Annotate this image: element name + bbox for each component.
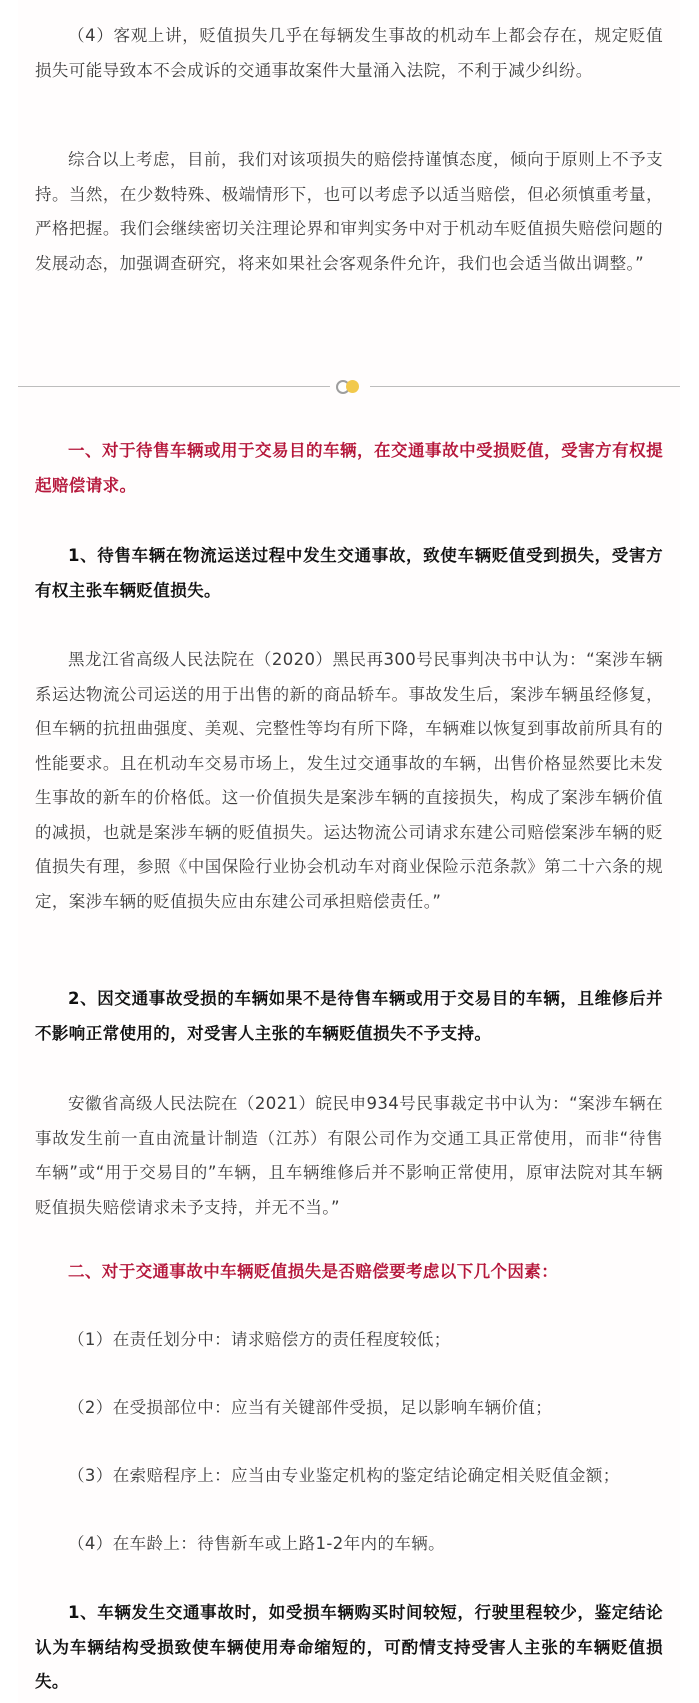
paragraph-anhui-case: 安徽省高级人民法院在（2021）皖民申934号民事裁定书中认为：“案涉车辆在事故发生前一直由流量计制造（江苏）有限公司作为交通工具正常使用，而非“待售车辆”或“用于交易目的”车辆，且车辆维修后并不影响正常使用，原审法院对其车辆贬值损失赔偿请求未予支持，并无不当。” xyxy=(35,1094,663,1217)
paragraph-objective-reason: （4）客观上讲，贬值损失几乎在每辆发生事故的机动车上都会存在，规定贬值损失可能导致本不会成诉的交通事故案件大量涌入法院，不利于减少纠纷。 xyxy=(35,26,663,80)
divider-line-right xyxy=(370,386,680,387)
heading-section-two: 二、对于交通事故中车辆贬值损失是否赔偿要考虑以下几个因素： xyxy=(68,1262,559,1281)
factor-liability: （1）在责任划分中：请求赔偿方的责任程度较低； xyxy=(68,1330,451,1349)
subheading-factor-point-one: 1、车辆发生交通事故时，如受损车辆购买时间较短，行驶里程较少，鉴定结论认为车辆结构受损致使车辆使用寿命缩短的，可酌情支持受害人主张的车辆贬值损失。 xyxy=(35,1603,663,1691)
subheading-point-one: 1、待售车辆在物流运送过程中发生交通事故，致使车辆贬值受到损失，受害方有权主张车辆贬值损失。 xyxy=(35,546,663,600)
article-body xyxy=(18,0,680,1703)
paragraph-heilongjiang-case: 黑龙江省高级人民法院在（2020）黑民再300号民事判决书中认为：“案涉车辆系运达物流公司运送的用于出售的新的商品轿车。事故发生后，案涉车辆虽经修复，但车辆的抗扭曲强度、美观、完整性等均有所下降，车辆难以恢复到事故前所具有的性能要求。且在机动车交易市场上，发生过交通事故的车辆，出售价格显然要比未发生事故的新车的价格低。这一价值损失是案涉车辆的直接损失，构成了案涉车辆价值的减损，也就是案涉车辆的贬值损失。运达物流公司请求东建公司赔偿案涉车辆的贬值损失有理，参照《中国保险行业协会机动车对商业保险示范条款》第二十六条的规定，案涉车辆的贬值损失应由东建公司承担赔偿责任。” xyxy=(35,650,663,911)
paragraph-summary: 综合以上考虑，目前，我们对该项损失的赔偿持谨慎态度，倾向于原则上不予支持。当然，在少数特殊、极端情形下，也可以考虑予以适当赔偿，但必须慎重考量，严格把握。我们会继续密切关注理论界和审判实务中对于机动车贬值损失赔偿问题的发展动态，加强调查研究，将来如果社会客观条件允许，我们也会适当做出调整。” xyxy=(35,150,663,273)
heading-section-one: 一、对于待售车辆或用于交易目的车辆，在交通事故中受损贬值，受害方有权提起赔偿请求。 xyxy=(35,441,663,495)
divider-dot-icon xyxy=(346,380,359,393)
subheading-point-two: 2、因交通事故受损的车辆如果不是待售车辆或用于交易目的车辆，且维修后并不影响正常使用的，对受害人主张的车辆贬值损失不予支持。 xyxy=(35,989,663,1043)
factor-vehicle-age: （4）在车龄上：待售新车或上路1-2年内的车辆。 xyxy=(68,1534,446,1553)
divider-line-left xyxy=(18,386,330,387)
factor-damaged-parts: （2）在受损部位中：应当有关键部件受损，足以影响车辆价值； xyxy=(68,1398,553,1417)
section-divider xyxy=(18,376,680,398)
factor-claim-procedure: （3）在索赔程序上：应当由专业鉴定机构的鉴定结论确定相关贬值金额； xyxy=(68,1466,620,1485)
